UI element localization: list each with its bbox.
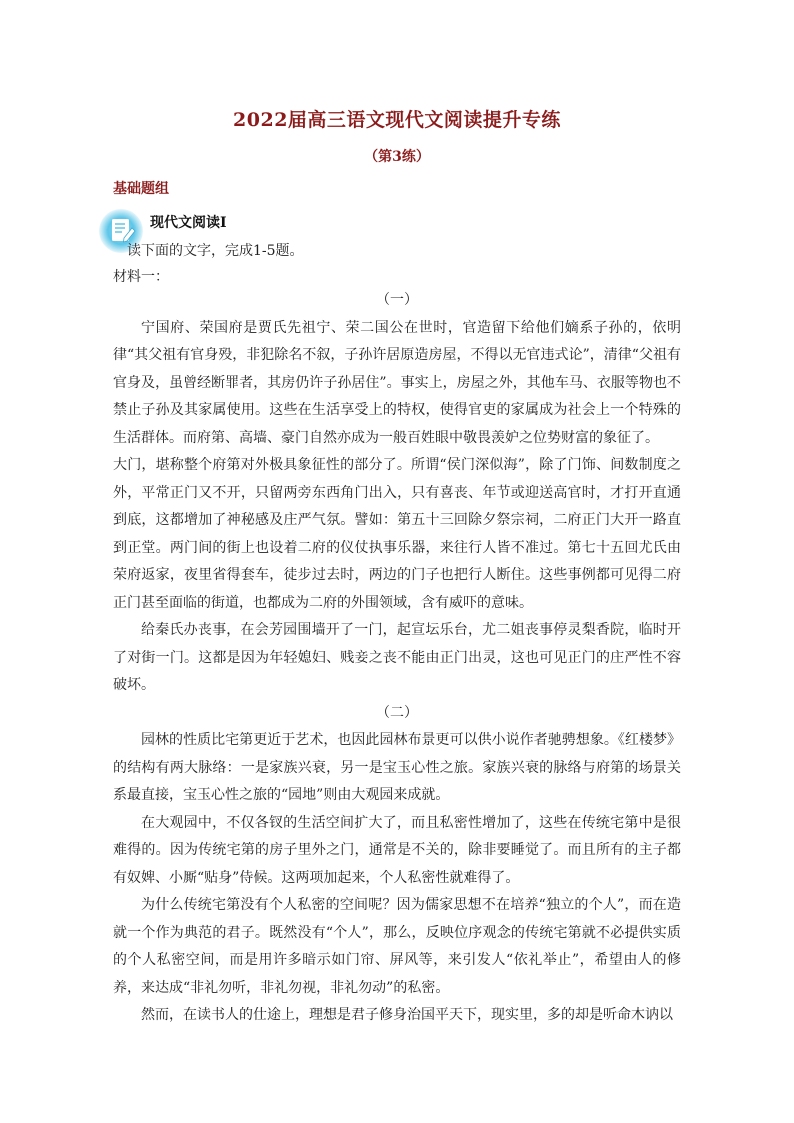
part-heading: （二） — [376, 704, 418, 721]
paragraph: 在大观园中，不仅各钗的生活空间扩大了，而且私密性增加了，这些在传统宅第中是很难得的。因为传统宅第的房子里外之门，通常是不关的，除非要睡觉了。而且所有的主子都有奴婢、小厮“贴身”侍候。这两项加起来，个人私密性就难得了。 — [113, 814, 681, 886]
document-subtitle: （第3练） — [364, 149, 430, 165]
paragraph: 然而，在读书人的仕途上，理想是君子修身治国平天下，现实里，多的却是听命木讷以 — [141, 1007, 673, 1023]
paragraph: 大门，堪称整个府第对外极具象征性的部分了。所谓“侯门深似海”，除了门饰、间数制度之外，平常正门又不开，只留两旁东西角门出入，只有喜丧、年节或迎送高官时，才打开直通到底，这都增加了神秘感及庄严气氛。譬如：第五十三回除夕祭宗祠，二府正门大开一路直到正堂。两门间的街上也设着二府的仪仗执事乐器，来往行人皆不准过。第七十五回尤氏由荣府返家，夜里省得套车，徒步过去时，两边的门子也把行人断住。这些事例都可见得二府正门甚至面临的街道，也都成为二府的外围领域，含有威吓的意味。 — [113, 457, 681, 611]
paragraph: 给秦氏办丧事，在会芳园围墙开了一门，起宣坛乐台，尤二姐丧事停灵梨香院，临时开了对街一门。这都是因为年轻媳妇、贱妾之丧不能由正门出灵，这也可见正门的庄严性不容破坏。 — [113, 622, 681, 693]
reading-section-title: 现代文阅读Ⅰ — [150, 215, 227, 231]
paragraph: 为什么传统宅第没有个人私密的空间呢？因为儒家思想不在培养“独立的个人”，而在造就一个作为典范的君子。既然没有“个人”，那么，反映位序观念的传统宅第就不必提供实质的个人私密空间，而是用许多暗示如门帘、屏风等，来引发人“依礼举止”，希望由人的修养，来达成“非礼勿听，非礼勿视，非礼勿动”的私密。 — [113, 897, 681, 996]
document-title: 2022届高三语文现代文阅读提升专练 — [233, 109, 561, 131]
paragraph: 宁国府、荣国府是贾氏先祖宁、荣二国公在世时，官造留下给他们嫡系子孙的，依明律“其父祖有官身殁，非犯除名不叙，子孙许居原造房屋，不得以无官违式论”，清律“父祖有官身及，虽曾经断罪者，其房仍许子孙居住”。事实上，房屋之外，其他车马、衣服等物也不禁止子孙及其家属使用。这些在生活享受上的特权，使得官吏的家属成为社会上一个特殊的生活群体。而府第、高墙、豪门自然亦成为一般百姓眼中敬畏羡妒之位势财富的象征了。 — [113, 319, 681, 446]
paragraph: 园林的性质比宅第更近于艺术，也因此园林布景更可以供小说作者驰骋想象。《红楼梦》的结构有两大脉络：一是家族兴衰，另一是宝玉心性之旅。家族兴衰的脉络与府第的场景关系最直接，宝玉心性之旅的“园地”则由大观园来成就。 — [113, 732, 681, 803]
article-body — [113, 287, 681, 1030]
instruction-text — [113, 240, 304, 260]
material-label: 材料一： — [113, 269, 169, 285]
part-heading: （一） — [376, 292, 418, 308]
instruction-label: 读下面的文字，完成1-5题。 — [127, 243, 304, 259]
section-label: 基础题组 — [113, 181, 169, 197]
